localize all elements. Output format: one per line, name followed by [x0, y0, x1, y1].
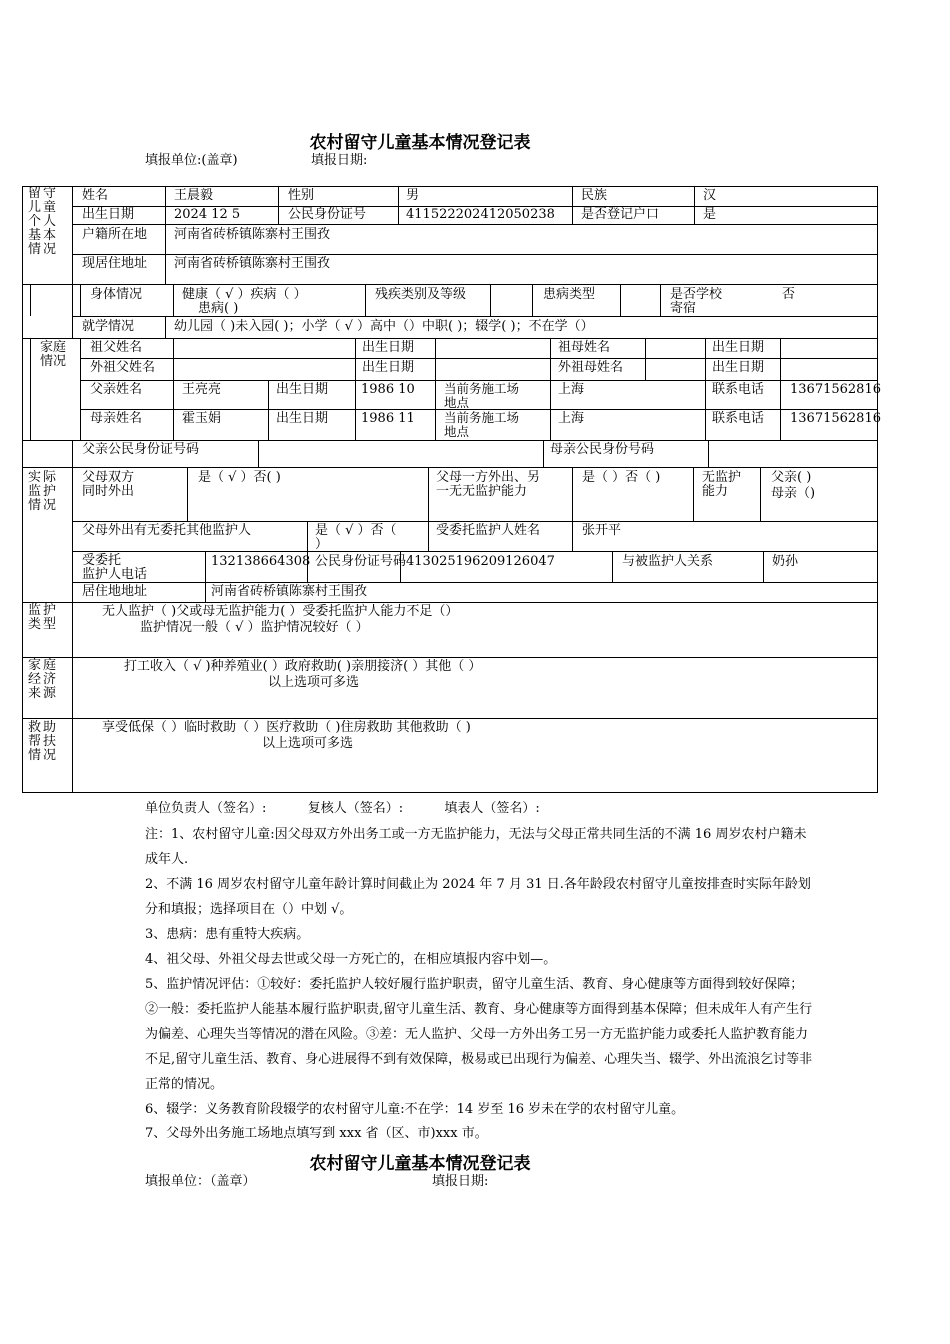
entrusted-phone-label-2: 监护人电话	[82, 567, 148, 582]
ethnicity-label: 民族	[581, 188, 608, 203]
grandfather-label: 祖父姓名	[90, 340, 143, 355]
father-birth-label: 出生日期	[276, 382, 329, 397]
aid-section-label: 救助帮扶情况	[28, 720, 59, 763]
father-phone: 13671562816	[790, 382, 881, 397]
id-label: 公民身份证号	[288, 207, 367, 222]
mother-birth-label: 出生日期	[276, 411, 329, 426]
date-label: 填报日期:	[311, 153, 368, 168]
grandmother-birth-label: 出生日期	[712, 340, 765, 355]
maternal-grandfather-label: 外祖父姓名	[90, 360, 156, 375]
income-section-label: 家庭经济来源	[28, 658, 59, 701]
residence-label: 现居住地址	[82, 256, 148, 271]
boarding-label-2: 寄宿	[670, 301, 697, 316]
no-entrust-label: 父母外出有无委托其他监护人	[82, 523, 252, 538]
signatures-line: 单位负责人（签名）: 复核人（签名）: 填表人（签名）:	[145, 801, 540, 816]
school-label: 就学情况	[82, 319, 135, 334]
relation-value: 奶孙	[772, 554, 799, 569]
father-label: 父亲姓名	[90, 382, 143, 397]
maternal-grandfather-birth-label: 出生日期	[362, 360, 415, 375]
guardian-address-label: 居住地地址	[82, 584, 148, 599]
mother-work: 上海	[558, 411, 585, 426]
mother-work-label-2: 地点	[444, 424, 470, 439]
both-out-label: 父母双方	[82, 470, 135, 485]
birth-label: 出生日期	[82, 207, 135, 222]
no-guardian-mother: 母亲（)	[771, 486, 816, 501]
child-name: 王晨毅	[174, 188, 214, 203]
aid-line2: 以上选项可多选	[262, 736, 354, 751]
child-residence: 河南省砖桥镇陈寨村王围孜	[174, 256, 331, 271]
mother-label: 母亲姓名	[90, 411, 143, 426]
illness-label: 患病类型	[543, 287, 596, 302]
child-section-label: 留守儿童个人基本情况	[28, 186, 59, 257]
father-phone-label: 联系电话	[712, 382, 765, 397]
note-3: 3、患病：患有重特大疾病。	[145, 927, 310, 942]
gender-label: 性别	[288, 188, 315, 203]
form-title: 农村留守儿童基本情况登记表	[309, 133, 531, 153]
no-entrust-value-2: ）	[315, 537, 329, 552]
relation-label: 与被监护人关系	[622, 554, 714, 569]
note-7: 7、父母外出务施工场地点填写到 xxx 省（区、市)xxx 市。	[145, 1126, 488, 1141]
maternal-grandmother-birth-label: 出生日期	[712, 360, 765, 375]
father-work-label: 当前务施工场	[444, 381, 520, 396]
boarding-label: 是否学校	[670, 287, 723, 302]
mother-work-label: 当前务施工场	[444, 410, 520, 425]
entrusted-phone: 132138664308	[211, 554, 311, 569]
no-guardian-label-2: 能力	[702, 484, 729, 499]
note-5: 5、监护情况评估：①较好：委托监护人较好履行监护职责，留守儿童生活、教育、身心健康等方面得到较好保障；②一般：委托监护人能基本履行监护职责,留守儿童生活、教育、身心健康等方面得到基本保障；但未成年人有产生行为偏差、心理失当等情况的潜在风险。③差：无人监护、父母一方外出务工另一方无监护能力或委托人监护教育能力不足,留守儿童生活、教育、身心进展得不到有效保障，极易或已出现行为偏差、心理失当、辍学、外出流浪乞讨等非正常的情况。	[145, 977, 813, 1092]
mother-birth: 1986 11	[361, 411, 415, 426]
entrusted-name: 张开平	[582, 523, 622, 538]
entrusted-id: 413025196209126047	[406, 554, 555, 569]
guardian-section-label: 实际监护情况	[28, 470, 59, 513]
no-guardian-label: 无监护	[702, 470, 742, 485]
disability-label: 残疾类别及等级	[375, 287, 467, 302]
mother-id-label: 母亲公民身份号码	[550, 442, 655, 457]
maternal-grandmother-label: 外祖母姓名	[558, 360, 624, 375]
form2-date-label: 填报日期:	[432, 1174, 489, 1189]
form2-unit-label: 填报单位：（盖章）	[145, 1174, 256, 1189]
father-work-label-2: 地点	[444, 395, 470, 410]
father-work: 上海	[558, 382, 585, 397]
guard-type-line1: 无人监护（ )父或母无监护能力( ）受委托监护人能力不足（）	[102, 604, 459, 619]
guard-type-line2: 监护情况一般（ √ ）监护情况较好（ ）	[140, 620, 369, 635]
father-id-label: 父亲公民身份证号码	[82, 442, 200, 457]
unit-label: 填报单位:(盖章)	[145, 153, 238, 168]
school-value: 幼儿园（ )未入园( )；小学（ √ ）高中（）中职( )；辍学( )；不在学（）	[174, 319, 594, 334]
no-entrust-value: 是（ √ ）否（	[315, 523, 397, 538]
one-out-label-2: 一无无监护能力	[436, 484, 528, 499]
father-name: 王亮亮	[182, 382, 222, 397]
one-out-value: 是（ ）否（ )	[582, 470, 661, 485]
family-section-label: 家庭情况	[40, 340, 67, 369]
no-guardian-father: 父亲( )	[771, 470, 812, 485]
aid-line1: 享受低保（ ）临时救助（ ）医疗救助（ )住房救助 其他救助（ )	[102, 720, 471, 735]
one-out-label: 父母一方外出、另	[436, 470, 541, 485]
grandfather-birth-label: 出生日期	[362, 340, 415, 355]
health-illness: 患病( )	[198, 301, 239, 316]
name-label: 姓名	[82, 188, 109, 203]
child-registered: 是	[703, 207, 717, 222]
both-out-value: 是（ √ ）否( )	[198, 470, 281, 485]
guard-type-label: 监护类型	[28, 603, 59, 632]
child-birth: 2024 12 5	[174, 207, 241, 222]
income-line2: 以上选项可多选	[268, 675, 360, 690]
child-gender: 男	[406, 188, 420, 203]
grandmother-label: 祖母姓名	[558, 340, 611, 355]
form2-title: 农村留守儿童基本情况登记表	[309, 1154, 531, 1174]
entrusted-name-label: 受委托监护人姓名	[436, 523, 541, 538]
boarding-value: 否	[782, 287, 796, 302]
income-line1: 打工收入（ √ )种养殖业( ）政府救助( )亲朋接济( ）其他（ ）	[124, 659, 482, 674]
hukou-label: 户籍所在地	[82, 227, 148, 242]
registered-label: 是否登记户口	[581, 207, 660, 222]
mother-name: 霍玉娟	[182, 411, 222, 426]
entrusted-id-label: 公民身份证号码	[315, 554, 407, 569]
mother-phone-label: 联系电话	[712, 411, 765, 426]
health-label: 身体情况	[90, 287, 143, 302]
note-2: 2、不满 16 周岁农村留守儿童年龄计算时间截止为 2024 年 7 月 31 日.各年龄段农村留守儿童按排查时实际年龄划分和填报；选择项目在（）中划 √。	[145, 877, 811, 917]
mother-phone: 13671562816	[790, 411, 881, 426]
child-hukou: 河南省砖桥镇陈寨村王围孜	[174, 227, 331, 242]
note-1: 注：1、农村留守儿童:因父母双方外出务工或一方无监护能力，无法与父母正常共同生活的不满 16 周岁农村户籍未成年人.	[145, 827, 807, 867]
father-birth: 1986 10	[361, 382, 415, 397]
health-value: 健康（ √ ）疾病（ ）	[182, 287, 307, 302]
guardian-address: 河南省砖桥镇陈寨村王围孜	[211, 584, 368, 599]
child-id: 411522202412050238	[406, 207, 555, 222]
entrusted-phone-label: 受委托	[82, 553, 122, 568]
note-4: 4、祖父母、外祖父母去世或父母一方死亡的，在相应填报内容中划—。	[145, 952, 557, 967]
child-ethnicity: 汉	[703, 188, 717, 203]
both-out-label-2: 同时外出	[82, 484, 135, 499]
note-6: 6、辍学：义务教育阶段辍学的农村留守儿童:不在学：14 岁至 16 岁未在学的农村留守儿童。	[145, 1102, 685, 1117]
